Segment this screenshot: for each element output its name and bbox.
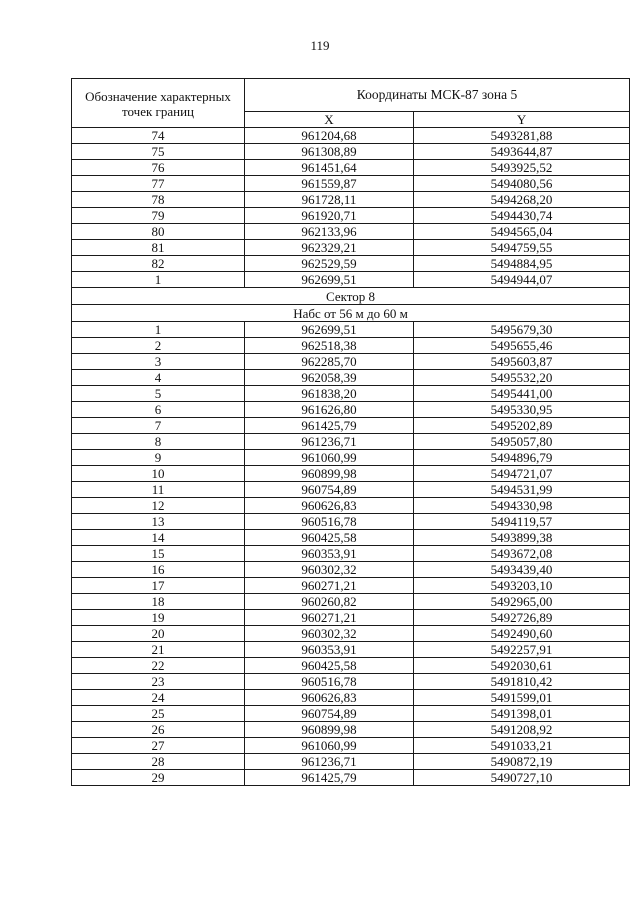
table-row: [72, 690, 630, 706]
x-coordinate: 960302,32: [245, 626, 414, 642]
point-number: 79: [72, 208, 245, 224]
header-row: [72, 79, 630, 112]
table-row: [72, 322, 630, 338]
x-coordinate: 961920,71: [245, 208, 414, 224]
point-number: 13: [72, 514, 245, 530]
point-number: 29: [72, 770, 245, 786]
x-coordinate: 960271,21: [245, 610, 414, 626]
y-coordinate: 5494944,07: [414, 272, 630, 288]
table-header: [72, 79, 630, 128]
table-row: [72, 160, 630, 176]
x-coordinate: 962699,51: [245, 322, 414, 338]
y-coordinate: 5495202,89: [414, 418, 630, 434]
y-axis-header: Y: [414, 112, 630, 128]
table-row: [72, 272, 630, 288]
y-coordinate: 5493439,40: [414, 562, 630, 578]
x-coordinate: 960302,32: [245, 562, 414, 578]
point-number: 17: [72, 578, 245, 594]
x-coordinate: 960899,98: [245, 722, 414, 738]
table-row: [72, 256, 630, 272]
table-row: [72, 386, 630, 402]
point-number: 76: [72, 160, 245, 176]
x-coordinate: 962058,39: [245, 370, 414, 386]
x-coordinate: 961204,68: [245, 128, 414, 144]
y-coordinate: 5494565,04: [414, 224, 630, 240]
y-coordinate: 5494896,79: [414, 450, 630, 466]
y-coordinate: 5492965,00: [414, 594, 630, 610]
coordinates-table: [71, 78, 630, 786]
point-number: 1: [72, 272, 245, 288]
x-coordinate: 960626,83: [245, 690, 414, 706]
point-number: 14: [72, 530, 245, 546]
point-number: 19: [72, 610, 245, 626]
point-number: 11: [72, 482, 245, 498]
y-coordinate: 5492726,89: [414, 610, 630, 626]
point-number: 8: [72, 434, 245, 450]
point-number: 77: [72, 176, 245, 192]
y-coordinate: 5493203,10: [414, 578, 630, 594]
y-coordinate: 5494330,98: [414, 498, 630, 514]
y-coordinate: 5491208,92: [414, 722, 630, 738]
point-number: 1: [72, 322, 245, 338]
table-row: [72, 706, 630, 722]
y-coordinate: 5495679,30: [414, 322, 630, 338]
table-row: [72, 450, 630, 466]
table-row: [72, 658, 630, 674]
table-row: [72, 338, 630, 354]
y-coordinate: 5495603,87: [414, 354, 630, 370]
x-coordinate: 960516,78: [245, 674, 414, 690]
y-coordinate: 5495330,95: [414, 402, 630, 418]
x-coordinate: 961060,99: [245, 450, 414, 466]
point-number: 10: [72, 466, 245, 482]
point-number: 82: [72, 256, 245, 272]
table-row: [72, 208, 630, 224]
y-coordinate: 5494884,95: [414, 256, 630, 272]
y-coordinate: 5494759,55: [414, 240, 630, 256]
table-row: [72, 224, 630, 240]
y-coordinate: 5490872,19: [414, 754, 630, 770]
point-number: 9: [72, 450, 245, 466]
point-number: 22: [72, 658, 245, 674]
point-number: 24: [72, 690, 245, 706]
y-coordinate: 5493672,08: [414, 546, 630, 562]
x-coordinate: 961559,87: [245, 176, 414, 192]
x-coordinate: 960754,89: [245, 706, 414, 722]
point-number: 7: [72, 418, 245, 434]
table-row: [72, 192, 630, 208]
y-coordinate: 5493281,88: [414, 128, 630, 144]
y-coordinate: 5495441,00: [414, 386, 630, 402]
x-coordinate: 960626,83: [245, 498, 414, 514]
table-row: [72, 498, 630, 514]
x-coordinate: 961626,80: [245, 402, 414, 418]
x-coordinate: 960271,21: [245, 578, 414, 594]
x-coordinate: 961728,11: [245, 192, 414, 208]
table-row: [72, 546, 630, 562]
point-number: 81: [72, 240, 245, 256]
point-rows-previous-sector: [72, 128, 630, 288]
x-coordinate: 961425,79: [245, 770, 414, 786]
y-coordinate: 5494268,20: [414, 192, 630, 208]
x-coordinate: 960425,58: [245, 658, 414, 674]
point-number: 12: [72, 498, 245, 514]
point-number: 74: [72, 128, 245, 144]
point-number: 80: [72, 224, 245, 240]
table-row: [72, 482, 630, 498]
x-coordinate: 961236,71: [245, 754, 414, 770]
point-number: 28: [72, 754, 245, 770]
table-row: [72, 176, 630, 192]
y-coordinate: 5491810,42: [414, 674, 630, 690]
x-coordinate: 961425,79: [245, 418, 414, 434]
y-coordinate: 5491398,01: [414, 706, 630, 722]
sector-title: Сектор 8: [72, 288, 630, 305]
y-coordinate: 5494430,74: [414, 208, 630, 224]
x-coordinate: 960353,91: [245, 642, 414, 658]
y-coordinate: 5493899,38: [414, 530, 630, 546]
point-number: 3: [72, 354, 245, 370]
x-coordinate: 962518,38: [245, 338, 414, 354]
point-number: 2: [72, 338, 245, 354]
point-number: 23: [72, 674, 245, 690]
x-coordinate: 961838,20: [245, 386, 414, 402]
x-coordinate: 960516,78: [245, 514, 414, 530]
y-coordinate: 5494080,56: [414, 176, 630, 192]
x-coordinate: 962699,51: [245, 272, 414, 288]
point-number: 27: [72, 738, 245, 754]
table-row: [72, 354, 630, 370]
y-coordinate: 5491599,01: [414, 690, 630, 706]
x-axis-header: X: [245, 112, 414, 128]
table-row: [72, 434, 630, 450]
y-coordinate: 5494721,07: [414, 466, 630, 482]
y-coordinate: 5495532,20: [414, 370, 630, 386]
y-coordinate: 5492257,91: [414, 642, 630, 658]
y-coordinate: 5491033,21: [414, 738, 630, 754]
page-number: 119: [310, 38, 330, 53]
x-coordinate: 962529,59: [245, 256, 414, 272]
x-coordinate: 960425,58: [245, 530, 414, 546]
x-coordinate: 961060,99: [245, 738, 414, 754]
x-coordinate: 961451,64: [245, 160, 414, 176]
y-coordinate: 5494119,57: [414, 514, 630, 530]
table-row: [72, 562, 630, 578]
table-row: [72, 738, 630, 754]
point-number: 6: [72, 402, 245, 418]
table-row: [72, 674, 630, 690]
table-row: [72, 240, 630, 256]
y-coordinate: 5492030,61: [414, 658, 630, 674]
table-row: [72, 722, 630, 738]
sector-heading: [72, 288, 630, 322]
point-number: 15: [72, 546, 245, 562]
table-row: [72, 466, 630, 482]
point-number: 16: [72, 562, 245, 578]
y-coordinate: 5495655,46: [414, 338, 630, 354]
x-coordinate: 960353,91: [245, 546, 414, 562]
point-rows-sector-8: [72, 322, 630, 786]
sector-height-range: Набс от 56 м до 60 м: [72, 305, 630, 322]
x-coordinate: 961308,89: [245, 144, 414, 160]
table-row: [72, 610, 630, 626]
table-row: [72, 144, 630, 160]
sector-title-row: [72, 288, 630, 305]
table-row: [72, 594, 630, 610]
y-coordinate: 5490727,10: [414, 770, 630, 786]
point-number: 5: [72, 386, 245, 402]
table-row: [72, 418, 630, 434]
table-row: [72, 754, 630, 770]
table-row: [72, 530, 630, 546]
x-coordinate: 962285,70: [245, 354, 414, 370]
point-number: 75: [72, 144, 245, 160]
x-coordinate: 960260,82: [245, 594, 414, 610]
point-number: 21: [72, 642, 245, 658]
x-coordinate: 960754,89: [245, 482, 414, 498]
point-number: 25: [72, 706, 245, 722]
y-coordinate: 5494531,99: [414, 482, 630, 498]
y-coordinate: 5493925,52: [414, 160, 630, 176]
y-coordinate: 5493644,87: [414, 144, 630, 160]
table-row: [72, 402, 630, 418]
y-coordinate: 5492490,60: [414, 626, 630, 642]
sector-subtitle-row: [72, 305, 630, 322]
table-row: [72, 370, 630, 386]
point-number: 20: [72, 626, 245, 642]
table-row: [72, 770, 630, 786]
table-row: [72, 626, 630, 642]
x-coordinate: 962329,21: [245, 240, 414, 256]
point-number: 18: [72, 594, 245, 610]
x-coordinate: 962133,96: [245, 224, 414, 240]
x-coordinate: 960899,98: [245, 466, 414, 482]
table-row: [72, 128, 630, 144]
point-number: 4: [72, 370, 245, 386]
point-designation-header: Обозначение характерных точек границ: [72, 79, 245, 128]
point-number: 78: [72, 192, 245, 208]
table-row: [72, 578, 630, 594]
table-row: [72, 514, 630, 530]
x-coordinate: 961236,71: [245, 434, 414, 450]
coordinates-system-header: Координаты МСК-87 зона 5: [245, 79, 630, 112]
point-number: 26: [72, 722, 245, 738]
y-coordinate: 5495057,80: [414, 434, 630, 450]
table-row: [72, 642, 630, 658]
